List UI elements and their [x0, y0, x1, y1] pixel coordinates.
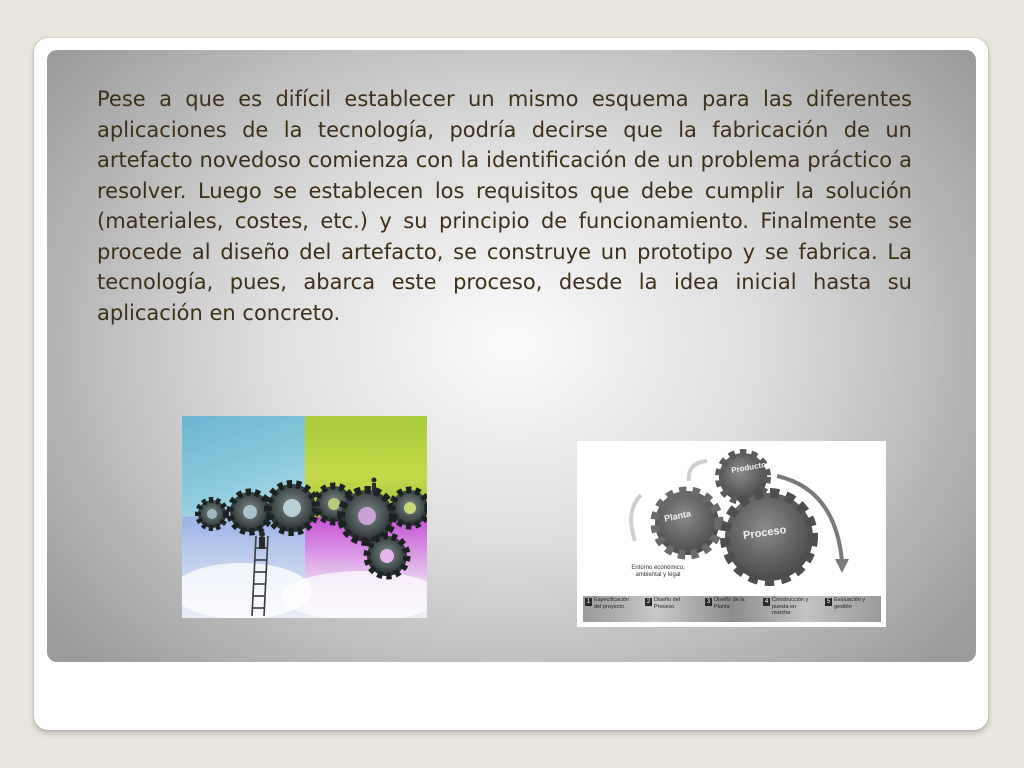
step-number: 3 [706, 599, 711, 605]
gear-icon [198, 500, 226, 528]
step-3 [705, 596, 763, 622]
step-label: Especificación del proyecto [594, 597, 630, 610]
person-icon [259, 531, 265, 549]
step-label: Diseño de la Planta [714, 597, 745, 610]
step-1 [585, 596, 643, 622]
step-label: Evaluación y gestión [834, 597, 866, 610]
step-4 [763, 596, 823, 622]
gear-icon [392, 490, 427, 526]
step-number: 1 [586, 599, 591, 605]
step-2 [645, 596, 703, 622]
step-label: Diseño del Proceso [654, 597, 680, 610]
step-5 [825, 596, 881, 622]
process-steps [583, 596, 881, 622]
person-icon [372, 478, 377, 493]
cycle-arrow-icon [631, 495, 641, 541]
step-number: 2 [646, 599, 651, 605]
entorno-label: Entorno económico, ambiental y legal [631, 565, 685, 578]
step-label: Construcción y puesta en marcha [772, 597, 809, 616]
gear-icon [268, 484, 316, 532]
planta-label: Planta [663, 508, 692, 524]
producto-label: Producto [730, 460, 767, 475]
gears-illustration [182, 416, 427, 618]
step-number: 5 [826, 599, 831, 605]
body-paragraph: Pese a que es difícil establecer un mismo esquema para las diferentes aplicaciones de la tecnología, podría decirse que la fabricación de un artefacto novedoso comienza con la identificación de un problema práctico a resolver. Luego se establecen los requisitos que debe cumplir la solución (materiales, costes, etc.) y su principio de funcionamiento. Finalmente se procede al diseño del artefacto, se construye un prototipo y se fabrica. La tecnología, pues, abarca este proceso, desde la idea inicial hasta su aplicación en concreto. [97, 87, 912, 325]
step-number: 4 [764, 599, 769, 605]
gear-icon [230, 492, 270, 532]
proceso-label: Proceso [742, 524, 788, 542]
gear-icon [367, 536, 407, 576]
gears-collage-image [182, 416, 427, 618]
process-diagram-image [577, 441, 886, 627]
cycle-arrow-icon [689, 461, 707, 481]
